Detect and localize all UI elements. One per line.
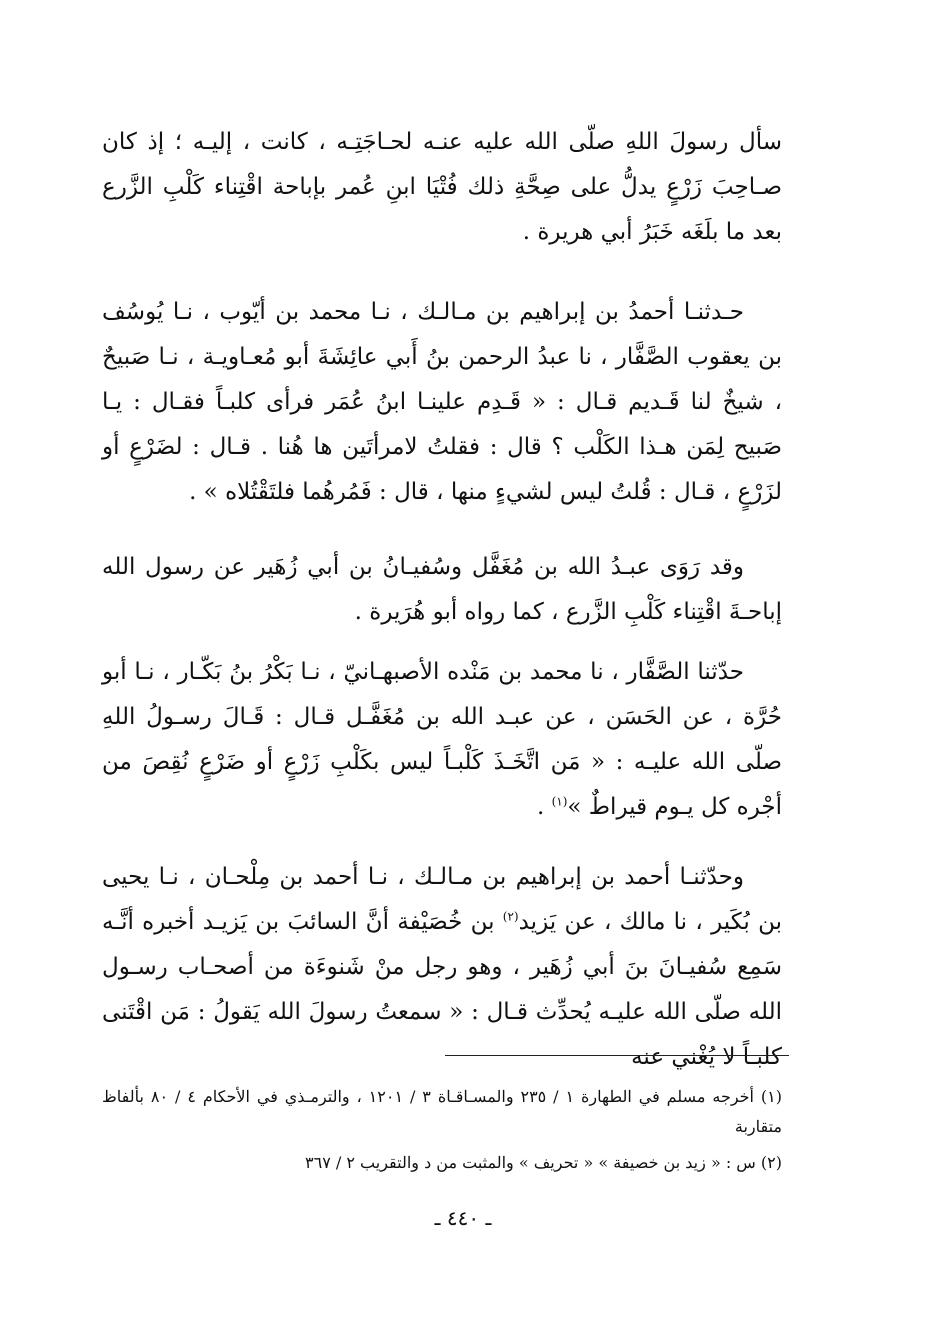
paragraph-5-container <box>102 855 782 1080</box>
paragraph-5 <box>102 855 782 1080</box>
footnote-divider <box>445 1055 789 1056</box>
paragraph-5-text-b: بن خُصَيْفة أنَّ السائبَ بن يَزيـد أخبره أنَّـه سَمِع سُفيـانَ بنَ أبي زُهَير ، وهو رجل منْ شَنوءَة من أصحـاب رسـول الله صلّى الله عليـه يُحدِّث قـال : « سمعتُ رسولَ الله يَقولُ : مَن اقْتَنى كلبـاً لا يُغْني عنه <box>102 909 782 1070</box>
paragraph-1 <box>102 120 782 255</box>
paragraph-4-text: حدّثنا الصَّفَّار ، نا محمد بن مَنْده الأصبهـانيّ ، نـا بَكْرُ بنُ بَكّـار ، نـا أبو حُرَّة ، عن الحَسَن ، عن عبـد الله بن مُغَفَّـل قـال : قَـالَ رسـولُ اللهِ صلّى الله عليـه : « مَن اتَّخَـذَ كَلْبـاً ليس بكَلْبِ زَرْعٍ أو ضَرْعٍ نُقِصَ من أجْره كل يـوم قيراطٌ » <box>102 659 782 820</box>
footnote-2: (٢) س : « زيد بن خصيفة » « تحريف » والمثبت من د والتقريب ٢ / ٣٦٧ <box>305 1153 782 1172</box>
paragraph-4 <box>102 650 782 830</box>
footnotes <box>102 1082 782 1184</box>
paragraph-1-text: سأل رسولَ اللهِ صلّى الله عليه عنـه لحـاجَتِـه ، كانت ، إليـه ؛ إذ كان صـاحِبَ زَرْعٍ يدلُّ على صِحَّةِ ذلك فُتْيَا ابنِ عُمر بإباحة اقْتِناء كَلْبِ الزَّرع بعد ما بلَغَه خَبَرُ أبي هريرة . <box>102 129 782 245</box>
footnote-1: (١) أخرجه مسلم في الطهارة ١ / ٢٣٥ والمسـاقـاة ٣ / ١٢٠١ ، والترمـذي في الأحكام ٤ / ٨٠ بألفاظ متقاربة <box>102 1087 783 1136</box>
paragraph-4-period: . <box>536 794 552 820</box>
paragraph-4-container <box>102 650 782 830</box>
paragraph-5-text-a: وحدّثنـا أحمد بن إبراهيم بن مـالـك ، نـا أحمد بن مِلْحـان ، نـا يحيى بن بُكَير ، نا مالك ، عن يَزيد <box>102 864 782 935</box>
paragraph-3-text: وقد رَوَى عبـدُ الله بن مُغَفَّل وسُفيـانُ بن أبي زُهَير عن رسول الله إباحـةَ اقْتِناء كَلْبِ الزَّرع ، كما رواه أبو هُرَيرة . <box>102 554 782 625</box>
page-number: ـ ٤٤٠ ـ <box>434 1206 492 1230</box>
footnote-marker-2: (٢) <box>502 909 519 924</box>
paragraph-3 <box>102 545 782 635</box>
footnote-marker-1: (١) <box>551 794 568 809</box>
paragraph-2 <box>102 290 782 515</box>
paragraph-2-text: حـدثنـا أحمدُ بن إبراهيم بن مـالـك ، نـا محمد بن أيّوب ، نـا يُوسُف بن يعقوب الصَّفَّار ، نا عبدُ الرحمن بنُ أَبي عائِشَةَ أبو مُعـاويـة ، نـا صَبيحٌ ، شيخٌ لنا قَـديم قـال : « قَـدِم علينـا ابنُ عُمَر فرأى كلبـاً فقـال : يـا صَبيح لِمَن هـذا الكَلْب ؟ قال : فقلتُ لامرأتَين ها هُنا . قـال : لضَرْعٍ أو لزَرْعٍ ، قـال : قُلتُ ليس لشيءٍ منها ، قال : فَمُرهُما فلتَقْتُلاه » . <box>102 299 782 505</box>
